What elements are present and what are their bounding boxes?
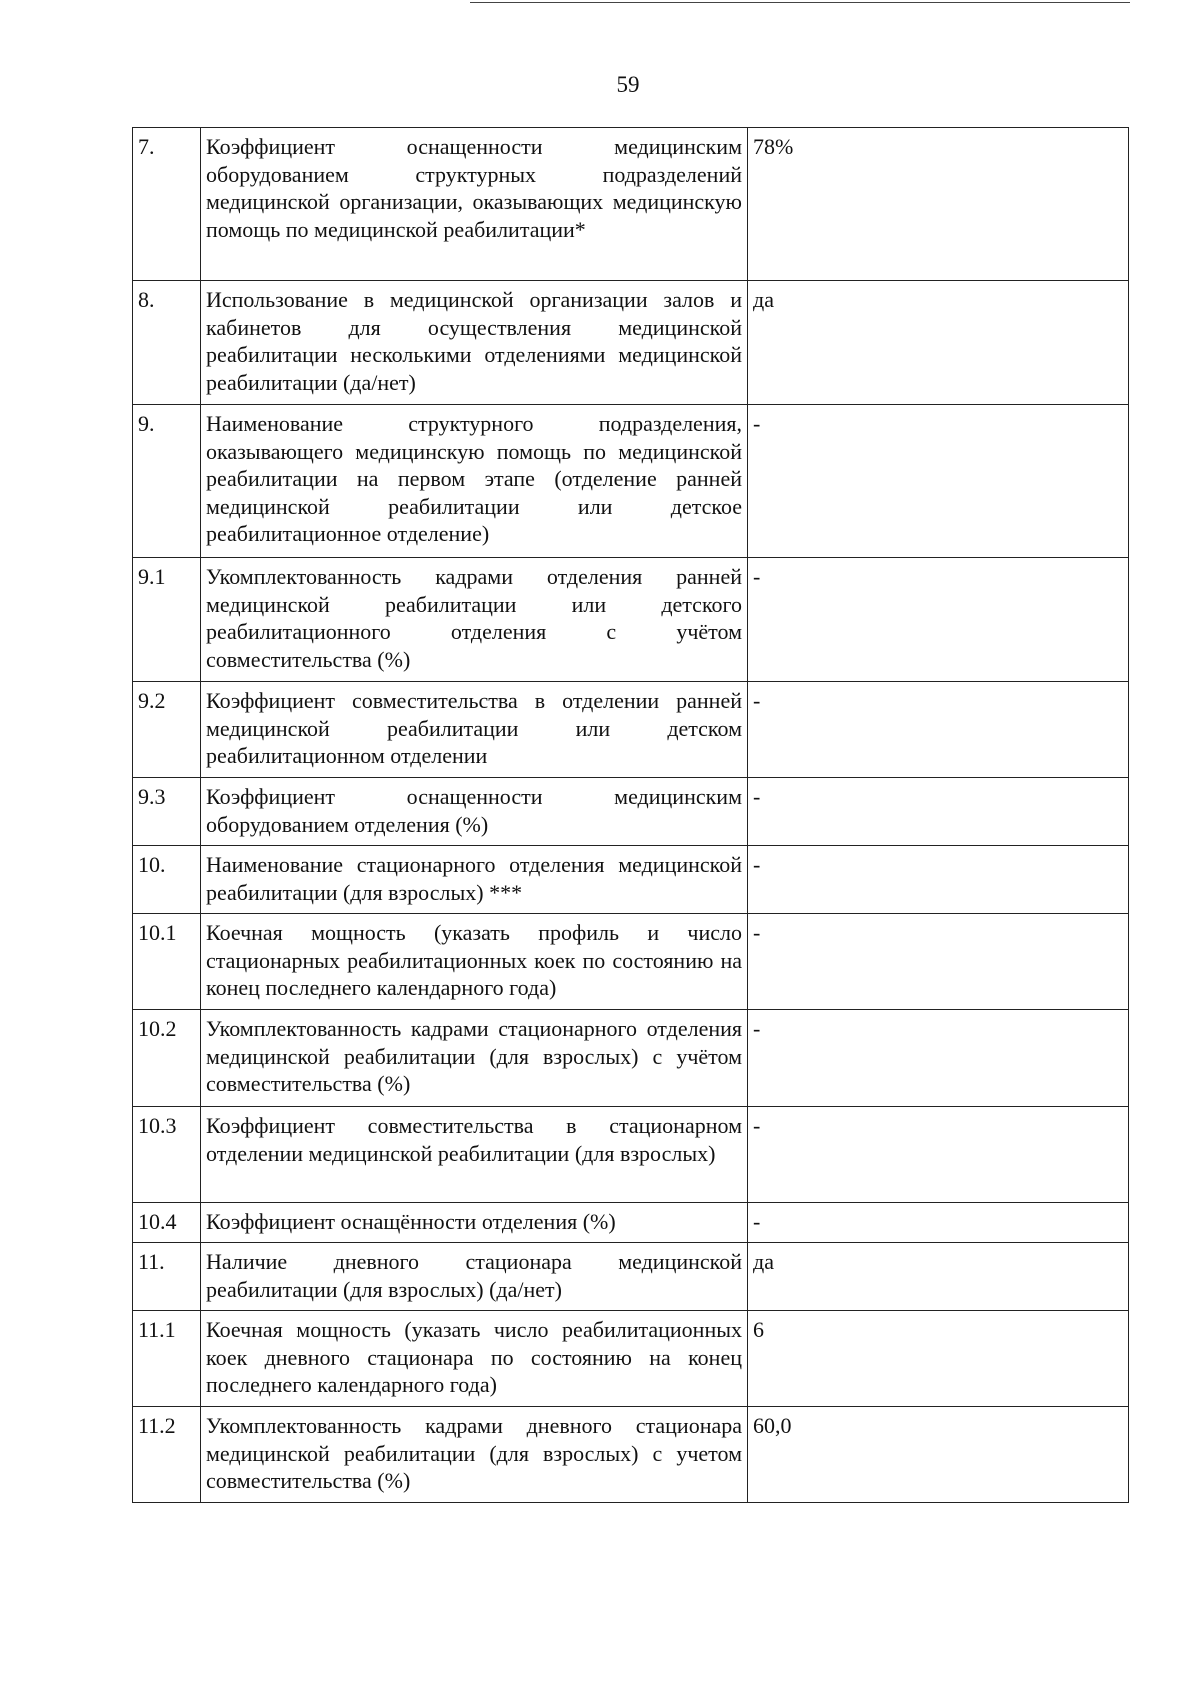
table-row — [133, 846, 1129, 914]
row-value: - — [748, 914, 1129, 1010]
row-number: 10.3 — [133, 1107, 201, 1203]
row-value: - — [748, 1010, 1129, 1107]
row-value: - — [748, 682, 1129, 778]
row-value: - — [748, 778, 1129, 846]
row-number: 9. — [133, 405, 201, 558]
table-row — [133, 1311, 1129, 1407]
row-value: 6 — [748, 1311, 1129, 1407]
row-value: - — [748, 1203, 1129, 1243]
row-number: 10. — [133, 846, 201, 914]
row-description: Коэффициент оснащённости отделения (%) — [201, 1203, 748, 1243]
row-number: 10.2 — [133, 1010, 201, 1107]
row-number: 9.2 — [133, 682, 201, 778]
row-description: Наименование структурного подразделения, оказывающего медицинскую помощь по медицинской реабилитации на первом этапе (отделение ранней медицинской реабилитации или детское реабилитационное отделение) — [201, 405, 748, 558]
page-number: 59 — [616, 72, 640, 97]
row-value: - — [748, 558, 1129, 682]
table-row — [133, 778, 1129, 846]
row-value: да — [748, 1243, 1129, 1311]
row-value: 78% — [748, 128, 1129, 281]
row-description: Наименование стационарного отделения медицинской реабилитации (для взрослых) *** — [201, 846, 748, 914]
row-number: 7. — [133, 128, 201, 281]
row-value: - — [748, 846, 1129, 914]
row-description: Использование в медицинской организации залов и кабинетов для осуществления медицинской реабилитации несколькими отделениями медицинской реабилитации (да/нет) — [201, 281, 748, 405]
table-row — [133, 1407, 1129, 1503]
row-description: Коэффициент совместительства в стационарном отделении медицинской реабилитации (для взрослых) — [201, 1107, 748, 1203]
row-description: Коэффициент совместительства в отделении ранней медицинской реабилитации или детском реабилитационном отделении — [201, 682, 748, 778]
table-row — [133, 128, 1129, 281]
indicator-table — [132, 127, 1129, 1503]
row-value: 60,0 — [748, 1407, 1129, 1503]
row-description: Укомплектованность кадрами дневного стационара медицинской реабилитации (для взрослых) с учетом совместительства (%) — [201, 1407, 748, 1503]
table-row — [133, 281, 1129, 405]
table-row — [133, 405, 1129, 558]
row-number: 9.1 — [133, 558, 201, 682]
row-description: Наличие дневного стационара медицинской реабилитации (для взрослых) (да/нет) — [201, 1243, 748, 1311]
row-number: 9.3 — [133, 778, 201, 846]
top-border-line — [470, 2, 1130, 3]
row-number: 11.2 — [133, 1407, 201, 1503]
table-row — [133, 558, 1129, 682]
row-number: 10.4 — [133, 1203, 201, 1243]
row-description: Коечная мощность (указать профиль и число стационарных реабилитационных коек по состоянию на конец последнего календарного года) — [201, 914, 748, 1010]
row-number: 8. — [133, 281, 201, 405]
row-description: Коечная мощность (указать число реабилитационных коек дневного стационара по состоянию на конец последнего календарного года) — [201, 1311, 748, 1407]
row-description: Коэффициент оснащенности медицинским оборудованием отделения (%) — [201, 778, 748, 846]
table-row — [133, 914, 1129, 1010]
row-value: - — [748, 1107, 1129, 1203]
row-value: да — [748, 281, 1129, 405]
row-description: Укомплектованность кадрами стационарного отделения медицинской реабилитации (для взрослых) с учётом совместительства (%) — [201, 1010, 748, 1107]
row-number: 10.1 — [133, 914, 201, 1010]
row-number: 11.1 — [133, 1311, 201, 1407]
table-row — [133, 1010, 1129, 1107]
table-row — [133, 682, 1129, 778]
row-description: Укомплектованность кадрами отделения ранней медицинской реабилитации или детского реабилитационного отделения с учётом совместительства (%) — [201, 558, 748, 682]
row-value: - — [748, 405, 1129, 558]
table-row — [133, 1203, 1129, 1243]
table-row — [133, 1243, 1129, 1311]
row-description: Коэффициент оснащенности медицинским оборудованием структурных подразделений медицинской организации, оказывающих медицинскую помощь по медицинской реабилитации* — [201, 128, 748, 281]
row-number: 11. — [133, 1243, 201, 1311]
table-row — [133, 1107, 1129, 1203]
